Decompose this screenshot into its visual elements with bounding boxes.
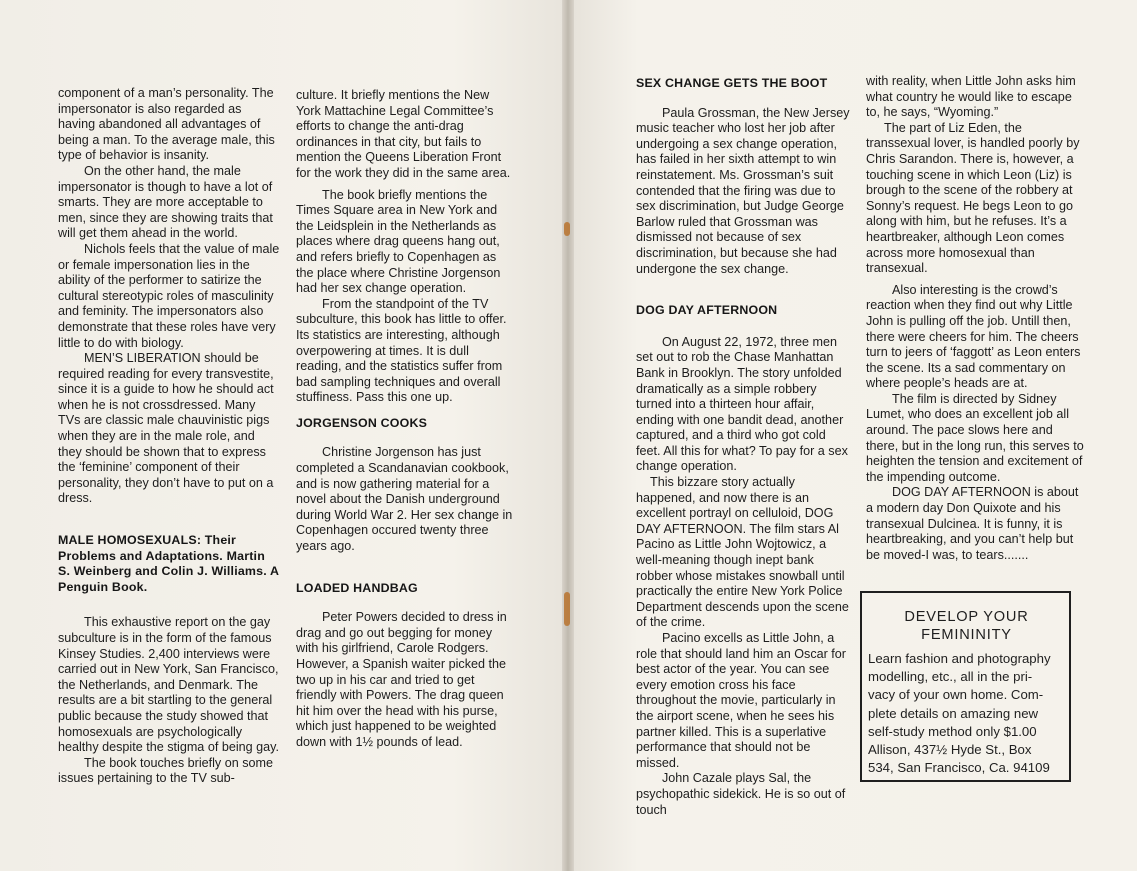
ad-line: modelling, etc., all in the pri-: [868, 669, 1033, 685]
ad-line: Learn fashion and photography: [868, 651, 1051, 666]
paragraph: component of a man’s personality. The impersonator is also regarded as having abandoned all advantages of being a man. To the average male, this type of behavior is insanity.: [58, 86, 275, 163]
ad-line: vacy of your own home. Com-: [868, 687, 1044, 703]
ad-line: Allison, 437½ Hyde St., Box: [868, 742, 1032, 758]
paragraph: John Cazale plays Sal, the psychopathic sidekick. He is so out of touch: [636, 771, 846, 817]
staple-mark-top: [564, 222, 570, 236]
paragraph: This bizzare story actually happened, and now there is an excellent portrayl on celluloid, DOG DAY AFTERNOON. The film stars Al Pacino as Little John Wojtowicz, a well-meaning though inept bank robber whose mistakes snowball until practically the entire New York Police Department descends upon the scene of the crime.: [636, 475, 849, 630]
column-4: [866, 74, 1086, 563]
paragraph: DOG DAY AFTERNOON is about a modern day Don Quixote and his transexual Dulcinea. It is funny, it is heartbreaking, and you can’t help but be moved-I was, to tears.......: [866, 485, 1079, 562]
paragraph: Peter Powers decided to dress in drag and go out begging for money with his girlfriend, Carole Rodgers. However, a Spanish waiter picked the two up in his car and tried to get friendly with Powers. The drag queen hit him over the head with his purse, which just happened to be weighted down with 1½ pounds of lead.: [296, 610, 507, 749]
femininity-advertisement: [860, 591, 1071, 782]
section-heading-loaded-handbag: LOADED HANDBAG: [296, 580, 418, 595]
paragraph: On the other hand, the male impersonator is though to have a lot of smarts. They are more acceptable to men, since they are showing traits that will get them ahead in the world.: [58, 163, 273, 241]
column-1: [58, 86, 280, 787]
section-heading-sex-change-gets-the-boot: SEX CHANGE GETS THE BOOT: [636, 76, 828, 90]
paragraph: Nichols feels that the value of male or female impersonation lies in the ability of the performer to satirize the cultural stereotypic roles of masculinity and feminity. The impersonators also demonstrate that these roles have very little to do with biology.: [58, 241, 280, 350]
paragraph: The film is directed by Sidney Lumet, who does an excellent job all around. The pace slows here and there, but in the long run, this serves to heighten the tension and excitement of the impending outcome.: [866, 391, 1084, 484]
paragraph: Christine Jorgenson has just completed a Scandanavian cookbook, and is now gathering material for a novel about the Danish underground during World War 2. Her sex change in Copenhagen occured twenty three years ago.: [296, 445, 513, 554]
binding-gutter: [562, 0, 574, 871]
ad-title-line: DEVELOP YOUR: [904, 609, 1029, 625]
paragraph: This exhaustive report on the gay subculture is in the form of the famous Kinsey Studies. 2,400 interviews were carried out in New York, San Francisco, the Netherlands, and Denmark. The results are a bit startling to the general public because the study showed that homosexuals are psychologically healthy despite the stigma of being gay.: [58, 615, 279, 755]
paragraph: with reality, when Little John asks him what country he would like to escape to, he says, “Wyoming.”: [866, 74, 1076, 120]
paragraph: MEN’S LIBERATION should be required reading for every transvestite, since it is a guide to how he should act when he is not crossdressed. Many TVs are classic male chauvinistic pigs when they are in the male role, and they should be shown that to express the ‘feminine’ component of their personality, they don’t have to put on a dress.: [58, 351, 274, 506]
paragraph: Paula Grossman, the New Jersey music teacher who lost her job after undergoing a sex change operation, has failed in her sixth attempt to win reinstatement. Ms. Grossman’s suit contended that the firing was due to sex discrimination, but Judge George Barlow ruled that Grossman was dismissed not because of sex discrimination, but because she had undergone the sex change.: [636, 105, 850, 276]
paragraph: The book touches briefly on some issues pertaining to the TV sub-: [58, 755, 274, 786]
paragraph: From the standpoint of the TV subculture, this book has little to offer. Its statistics are interesting, although overpowering at times. It is dull reading, and the statistics suffer from bad sampling techniques and overall stuffiness. Pass this one up.: [296, 296, 507, 405]
section-heading-jorgenson-cooks: JORGENSON COOKS: [296, 415, 428, 430]
paragraph: Also interesting is the crowd’s reaction when they find out why Little John is pulling off the job. Untill then, there were cheers for him. The cheers turn to jeers of ‘faggott’ as Leon enters the scene. Its a sad commentary on where people’s heads are at.: [866, 282, 1081, 391]
paragraph: On August 22, 1972, three men set out to rob the Chase Manhattan Bank in Brooklyn. The story unfolded dramatically as a simple robbery turned into a thirteen hour affair, ending with one bandit dead, another captured, and a third who got cold feet. All this for what? To pay for a sex change operation.: [636, 334, 848, 474]
ad-title: [868, 609, 1065, 644]
section-heading-dog-day-afternoon: DOG DAY AFTERNOON: [636, 303, 778, 318]
ad-body: [868, 650, 1065, 777]
paragraph: The part of Liz Eden, the transsexual lover, is handled poorly by Chris Sarandon. There is, however, a touching scene in which Leon (Liz) is brough to the scene of the robbery at Sonny’s request. He begs Leon to go along with him, but he refuses. It’s a heartbreaker, although Leon comes across more homosexual than transexual.: [866, 120, 1080, 276]
ad-line: 534, San Francisco, Ca. 94109: [868, 760, 1050, 776]
column-2: [296, 88, 514, 751]
paragraph: The book briefly mentions the Times Square area in New York and the Leidsplein in the Netherlands as places where drag queens hang out, and refers briefly to Copenhagen as the place where Christine Jorgenson had her sex change operation.: [296, 187, 501, 296]
ad-line: plete details on amazing new: [868, 705, 1039, 721]
ad-line: self-study method only $1.00: [868, 723, 1037, 739]
paragraph: Pacino excells as Little John, a role that should land him an Oscar for best actor of the year. You can see every emotion cross his face throughout the movie, particularly in the airport scene, when he sees his partner killed. This is a superlative performance that should not be missed.: [636, 631, 847, 770]
section-heading-male-homosexuals: MALE HOMOSEXUALS: Their Problems and Adaptations. Martin S. Weinberg and Colin J. Williams. A Penguin Book.: [58, 533, 279, 594]
ad-title-line: FEMININITY: [921, 626, 1012, 643]
column-3: [636, 76, 852, 818]
paragraph: culture. It briefly mentions the New York Mattachine Legal Committee’s efforts to change the anti-drag ordinances in that city, but fails to mention the Queens Liberation Front for the work they did in the same area.: [296, 88, 511, 180]
staple-mark-bottom: [564, 592, 570, 626]
